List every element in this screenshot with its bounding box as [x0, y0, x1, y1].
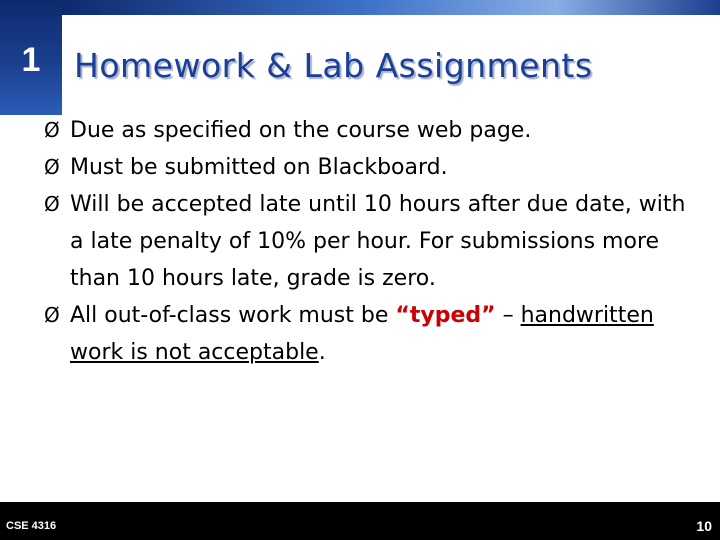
page-number: 10 — [696, 518, 712, 534]
arrow-bullet-icon: Ø — [44, 192, 60, 216]
bullet-item — [44, 297, 694, 371]
underlined-text: handwritten work is not acceptable — [70, 303, 654, 365]
bullet-item — [44, 186, 694, 297]
slide-title: Homework & Lab Assignments — [74, 46, 593, 85]
arrow-bullet-icon: Ø — [44, 118, 60, 142]
bullet-text: Must be submitted on Blackboard. — [70, 155, 448, 180]
dash-text: – — [495, 303, 521, 328]
bullet-text: Due as specified on the course web page. — [70, 118, 532, 143]
period-text: . — [318, 340, 326, 365]
bullet-text: All out-of-class work must be — [70, 303, 396, 328]
bullet-item — [44, 112, 694, 149]
bullet-list — [44, 112, 694, 371]
bullet-item — [44, 149, 694, 186]
slide-number: 1 — [21, 41, 41, 79]
arrow-bullet-icon: Ø — [44, 303, 60, 327]
course-label: CSE 4316 — [6, 520, 57, 532]
typed-highlight: “typed” — [395, 303, 496, 328]
top-header-band — [62, 0, 720, 15]
footer-bar — [0, 502, 720, 540]
bullet-text: Will be accepted late until 10 hours after due date, with a late penalty of 10% per hour. For submissions more than 10 hours late, grade is zero. — [70, 192, 686, 291]
arrow-bullet-icon: Ø — [44, 155, 60, 179]
